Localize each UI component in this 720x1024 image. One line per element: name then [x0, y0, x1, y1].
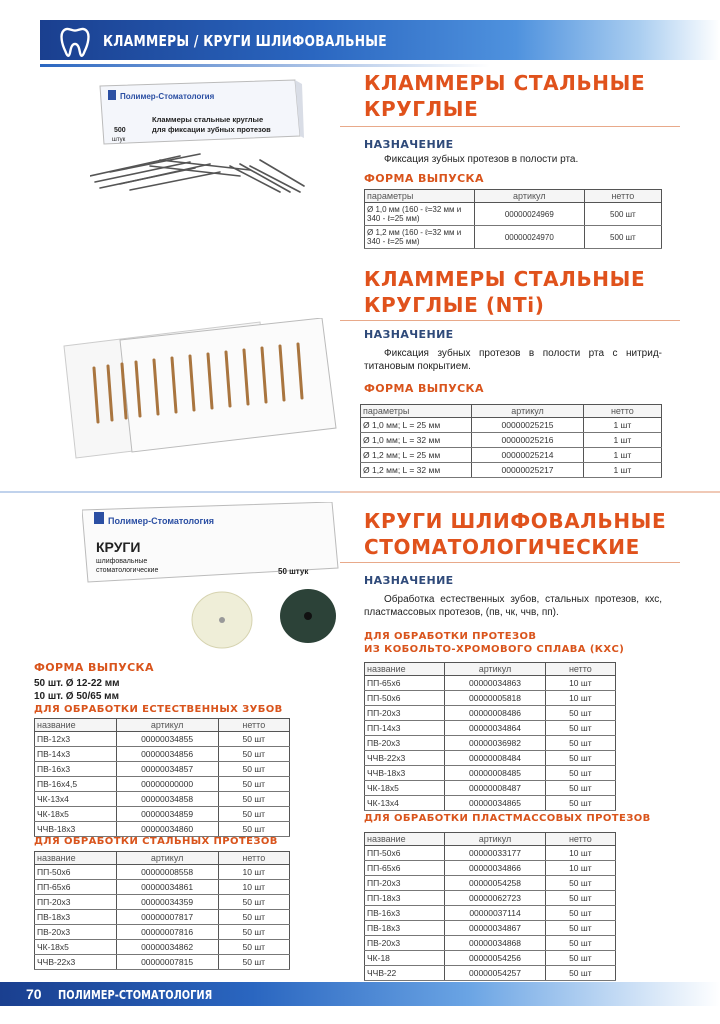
section3-title-line2: СТОМАТОЛОГИЧЕСКИЕ: [364, 535, 640, 559]
table-cell: 00000034867: [445, 921, 545, 936]
table-cell: 00000034865: [445, 796, 545, 811]
table-header-cell: нетто: [583, 405, 661, 418]
table-cell: 00000008487: [445, 781, 545, 796]
table-cell: ПВ-18х3: [35, 910, 117, 925]
box-subtitle-2: стоматологические: [96, 567, 159, 574]
table-row: [35, 732, 290, 747]
table-cell: ЧЧВ-18х3: [365, 766, 445, 781]
table-cell: ПП-50х6: [35, 865, 117, 880]
box-brand: Полимер-Стоматология: [120, 92, 215, 101]
table-cell: 00000036982: [445, 736, 545, 751]
section1-title: [364, 70, 645, 122]
plastic-table: [364, 832, 616, 981]
table-cell: 00000007816: [116, 925, 218, 940]
table-cell: ПП-50х6: [365, 691, 445, 706]
table-cell: 00000034860: [116, 822, 218, 837]
box-title-1: Кламмеры стальные круглые: [152, 115, 264, 124]
table-cell: 50 шт: [218, 955, 289, 970]
table-row: [365, 751, 616, 766]
table-row: [365, 966, 616, 981]
table-cell: 10 шт: [545, 676, 615, 691]
table-cell: 50 шт: [545, 966, 615, 981]
table-cell: 00000025214: [472, 448, 583, 463]
tooth-icon: [56, 23, 94, 61]
section1-purpose-text: Фиксация зубных протезов в полости рта.: [384, 154, 579, 165]
page-footer: [0, 982, 720, 1024]
table-row: [365, 921, 616, 936]
table-cell: 00000008484: [445, 751, 545, 766]
table-cell: Ø 1,0 мм (160 - ℓ=32 мм и 340 - ℓ=25 мм): [365, 203, 475, 226]
table-cell: ПВ-14х3: [35, 747, 117, 762]
table-cell: 00000054256: [445, 951, 545, 966]
table-cell: ЧК-18х5: [365, 781, 445, 796]
table-header-cell: название: [365, 663, 445, 676]
table-cell: ЧЧВ-18х3: [35, 822, 117, 837]
box-title-2: для фиксации зубных протезов: [152, 125, 271, 134]
table-cell: 50 шт: [218, 747, 289, 762]
table-cell: 50 шт: [218, 792, 289, 807]
table-cell: 00000025217: [472, 463, 583, 478]
table-cell: 00000008558: [116, 865, 218, 880]
table-cell: Ø 1,0 мм; L = 25 мм: [361, 418, 472, 433]
section3-purpose-text: Обработка естественных зубов, стальных протезов, кхс, пластмассовых протезов, (пв, чк, ччв, пп).: [364, 594, 662, 618]
table-cell: ПВ-20х3: [365, 936, 445, 951]
table-cell: 00000034359: [116, 895, 218, 910]
table-header-cell: название: [35, 852, 117, 865]
table-row: [365, 706, 616, 721]
table-cell: ПП-65х6: [35, 880, 117, 895]
table-cell: ПВ-20х3: [365, 736, 445, 751]
table-cell: 10 шт: [545, 846, 615, 861]
table-cell: 10 шт: [545, 691, 615, 706]
table-cell: 00000034858: [116, 792, 218, 807]
section3-form-heading: ФОРМА ВЫПУСКА: [34, 661, 154, 674]
table-cell: Ø 1,2 мм; L = 32 мм: [361, 463, 472, 478]
table-cell: 00000034861: [116, 880, 218, 895]
section1-purpose-heading: НАЗНАЧЕНИЕ: [364, 138, 454, 151]
table-cell: ПВ-12х3: [35, 732, 117, 747]
table-row: [361, 418, 662, 433]
table-row: [365, 846, 616, 861]
section3-title: [364, 508, 666, 560]
table-cell: 50 шт: [545, 921, 615, 936]
table-row: [35, 880, 290, 895]
box-subtitle-1: шлифовальные: [96, 558, 148, 565]
box-count-2: 50 штук: [278, 567, 309, 576]
table-row: [35, 762, 290, 777]
section3-purpose-heading: НАЗНАЧЕНИЕ: [364, 574, 454, 587]
table-cell: 00000034856: [116, 747, 218, 762]
section1-separator: [340, 126, 680, 127]
table-cell: ЧК-18: [365, 951, 445, 966]
table-row: [35, 925, 290, 940]
table-cell: 00000062723: [445, 891, 545, 906]
table-row: [35, 747, 290, 762]
table-cell: 00000034855: [116, 732, 218, 747]
table-cell: 50 шт: [545, 751, 615, 766]
table-cell: 00000034864: [445, 721, 545, 736]
table-cell: 50 шт: [218, 762, 289, 777]
table-cell: 50 шт: [545, 936, 615, 951]
section2-title-line1: КЛАММЕРЫ СТАЛЬНЫЕ: [364, 267, 646, 291]
table-cell: ПП-14х3: [365, 721, 445, 736]
table-row: [35, 865, 290, 880]
form-line1: 50 шт. Ø 12-22 мм: [34, 678, 120, 689]
table-cell: 00000034868: [445, 936, 545, 951]
table-header-cell: артикул: [445, 833, 545, 846]
table-header-cell: название: [365, 833, 445, 846]
table-cell: ПП-65х6: [365, 676, 445, 691]
table-cell: ПВ-16х4,5: [35, 777, 117, 792]
section2-separator: [340, 320, 680, 321]
table-cell: ПВ-20х3: [35, 925, 117, 940]
section2-title-line2: КРУГЛЫЕ (NTi): [364, 293, 545, 317]
table-row: [35, 895, 290, 910]
table-cell: 50 шт: [545, 766, 615, 781]
table-cell: 50 шт: [545, 876, 615, 891]
table-header-cell: нетто: [545, 833, 615, 846]
table-cell: 10 шт: [218, 865, 289, 880]
section2-form-heading: ФОРМА ВЫПУСКА: [364, 382, 484, 395]
box-unit: штук: [112, 137, 126, 143]
table-cell: 00000034859: [116, 807, 218, 822]
table-cell: 00000000000: [116, 777, 218, 792]
table-row: [365, 721, 616, 736]
table-header-cell: артикул: [116, 719, 218, 732]
table-cell: 00000034857: [116, 762, 218, 777]
table-cell: 500 шт: [584, 203, 661, 226]
table-row: [365, 766, 616, 781]
table-cell: 00000025215: [472, 418, 583, 433]
table-cell: 00000005818: [445, 691, 545, 706]
section-divider: [0, 488, 720, 498]
table-cell: ПП-18х3: [365, 891, 445, 906]
natural-table: [34, 718, 290, 837]
box-title-krugi: КРУГИ: [96, 539, 141, 555]
table-cell: 1 шт: [583, 418, 661, 433]
table-cell: 1 шт: [583, 463, 661, 478]
table-cell: 50 шт: [218, 807, 289, 822]
table-cell: ПП-65х6: [365, 861, 445, 876]
box-brand-2: Полимер-Стоматология: [108, 516, 215, 526]
footer-brand: ПОЛИМЕР-СТОМАТОЛОГИЯ: [58, 988, 213, 1002]
table-cell: 00000034863: [445, 676, 545, 691]
table-cell: 50 шт: [218, 895, 289, 910]
table-row: [35, 777, 290, 792]
table-cell: ПП-20х3: [365, 876, 445, 891]
kxc-heading: [364, 630, 624, 656]
table-header-cell: параметры: [361, 405, 472, 418]
table-cell: Ø 1,2 мм (160 - ℓ=32 мм и 340 - ℓ=25 мм): [365, 226, 475, 249]
table-cell: 00000033177: [445, 846, 545, 861]
table-cell: 50 шт: [545, 721, 615, 736]
section2-purpose-text: Фиксация зубных протезов в полости рта с нитрид-титановым покрытием.: [364, 348, 662, 372]
table-cell: 10 шт: [545, 861, 615, 876]
product-box-image-discs: [82, 502, 342, 650]
table-header-cell: нетто: [545, 663, 615, 676]
section1-title-line2: КРУГЛЫЕ: [364, 97, 479, 121]
kxc-table: [364, 662, 616, 811]
table-row: [35, 822, 290, 837]
table-cell: 50 шт: [545, 781, 615, 796]
table-row: [365, 861, 616, 876]
table-cell: 00000025216: [472, 433, 583, 448]
table-header-cell: артикул: [116, 852, 218, 865]
table-header-cell: нетто: [218, 719, 289, 732]
table-row: [35, 792, 290, 807]
table-cell: 00000054257: [445, 966, 545, 981]
table-header-cell: артикул: [472, 405, 583, 418]
table-cell: ПВ-16х3: [365, 906, 445, 921]
table-cell: 50 шт: [218, 910, 289, 925]
table-cell: ПП-50х6: [365, 846, 445, 861]
table-cell: ЧК-18х5: [35, 807, 117, 822]
table-header-cell: артикул: [445, 663, 545, 676]
table-header-cell: нетто: [218, 852, 289, 865]
table-cell: 50 шт: [545, 736, 615, 751]
table-cell: 500 шт: [584, 226, 661, 249]
table-cell: 00000007815: [116, 955, 218, 970]
table-row: [365, 951, 616, 966]
table-cell: ЧК-18х5: [35, 940, 117, 955]
product-blister-image-nti: [60, 318, 340, 460]
table-cell: 00000007817: [116, 910, 218, 925]
table-cell: 50 шт: [218, 777, 289, 792]
table-cell: ЧЧВ-22х3: [365, 751, 445, 766]
table-cell: ПП-20х3: [365, 706, 445, 721]
section2-purpose-heading: НАЗНАЧЕНИЕ: [364, 328, 454, 341]
plastic-heading: ДЛЯ ОБРАБОТКИ ПЛАСТМАССОВЫХ ПРОТЕЗОВ: [364, 813, 651, 824]
table-cell: 50 шт: [545, 706, 615, 721]
table-cell: 00000024970: [474, 226, 584, 249]
section3-title-line1: КРУГИ ШЛИФОВАЛЬНЫЕ: [364, 509, 667, 533]
section2-title: [364, 266, 645, 318]
table-cell: 00000034866: [445, 861, 545, 876]
table-cell: ПП-20х3: [35, 895, 117, 910]
natural-heading: ДЛЯ ОБРАБОТКИ ЕСТЕСТВЕННЫХ ЗУБОВ: [34, 704, 283, 715]
table-row: [361, 448, 662, 463]
table-cell: 50 шт: [545, 906, 615, 921]
table-cell: 50 шт: [218, 925, 289, 940]
table-header-cell: артикул: [474, 190, 584, 203]
table-row: [365, 226, 662, 249]
table-cell: 00000034862: [116, 940, 218, 955]
table-row: [35, 955, 290, 970]
page-header: [0, 20, 720, 68]
table-cell: 50 шт: [218, 940, 289, 955]
table-row: [365, 891, 616, 906]
table-cell: Ø 1,2 мм; L = 25 мм: [361, 448, 472, 463]
kxc-heading-line2: ИЗ КОБОЛЬТО-ХРОМОВОГО СПЛАВА (КХС): [364, 644, 625, 655]
table-row: [365, 876, 616, 891]
table-cell: 50 шт: [218, 732, 289, 747]
table-row: [361, 463, 662, 478]
table-row: [365, 691, 616, 706]
header-title: КЛАММЕРЫ / КРУГИ ШЛИФОВАЛЬНЫЕ: [103, 32, 387, 50]
steel-heading: ДЛЯ ОБРАБОТКИ СТАЛЬНЫХ ПРОТЕЗОВ: [34, 836, 278, 847]
table-row: [365, 203, 662, 226]
table-cell: 50 шт: [545, 796, 615, 811]
section1-form-heading: ФОРМА ВЫПУСКА: [364, 172, 484, 185]
table-row: [365, 676, 616, 691]
section3-separator: [340, 562, 680, 563]
table-cell: ПВ-16х3: [35, 762, 117, 777]
table-row: [35, 910, 290, 925]
product-box-image-clasps: [90, 76, 305, 194]
table-cell: ЧК-13х4: [365, 796, 445, 811]
page-number: 70: [26, 986, 42, 1002]
section1-title-line1: КЛАММЕРЫ СТАЛЬНЫЕ: [364, 71, 646, 95]
table-cell: ЧЧВ-22х3: [35, 955, 117, 970]
header-underline: [40, 64, 490, 67]
table-cell: ЧЧВ-22: [365, 966, 445, 981]
kxc-heading-line1: ДЛЯ ОБРАБОТКИ ПРОТЕЗОВ: [364, 631, 537, 642]
table-cell: 00000054258: [445, 876, 545, 891]
steel-table: [34, 851, 290, 970]
table-row: [35, 807, 290, 822]
table-cell: 00000037114: [445, 906, 545, 921]
table-header-cell: название: [35, 719, 117, 732]
table-row: [365, 736, 616, 751]
table-cell: 50 шт: [218, 822, 289, 837]
section1-table: [364, 189, 662, 249]
table-cell: 00000024969: [474, 203, 584, 226]
table-cell: Ø 1,0 мм; L = 32 мм: [361, 433, 472, 448]
table-cell: 10 шт: [218, 880, 289, 895]
table-row: [361, 433, 662, 448]
table-cell: 50 шт: [545, 891, 615, 906]
table-cell: 00000008485: [445, 766, 545, 781]
table-header-cell: нетто: [584, 190, 661, 203]
table-row: [365, 781, 616, 796]
table-row: [365, 906, 616, 921]
box-count: 500: [114, 127, 126, 134]
section2-table: [360, 404, 662, 478]
table-cell: ЧК-13х4: [35, 792, 117, 807]
table-header-cell: параметры: [365, 190, 475, 203]
table-cell: ПВ-18х3: [365, 921, 445, 936]
table-cell: 1 шт: [583, 433, 661, 448]
table-cell: 1 шт: [583, 448, 661, 463]
table-cell: 00000008486: [445, 706, 545, 721]
form-line2: 10 шт. Ø 50/65 мм: [34, 691, 119, 702]
table-row: [365, 796, 616, 811]
table-row: [365, 936, 616, 951]
table-cell: 50 шт: [545, 951, 615, 966]
table-row: [35, 940, 290, 955]
